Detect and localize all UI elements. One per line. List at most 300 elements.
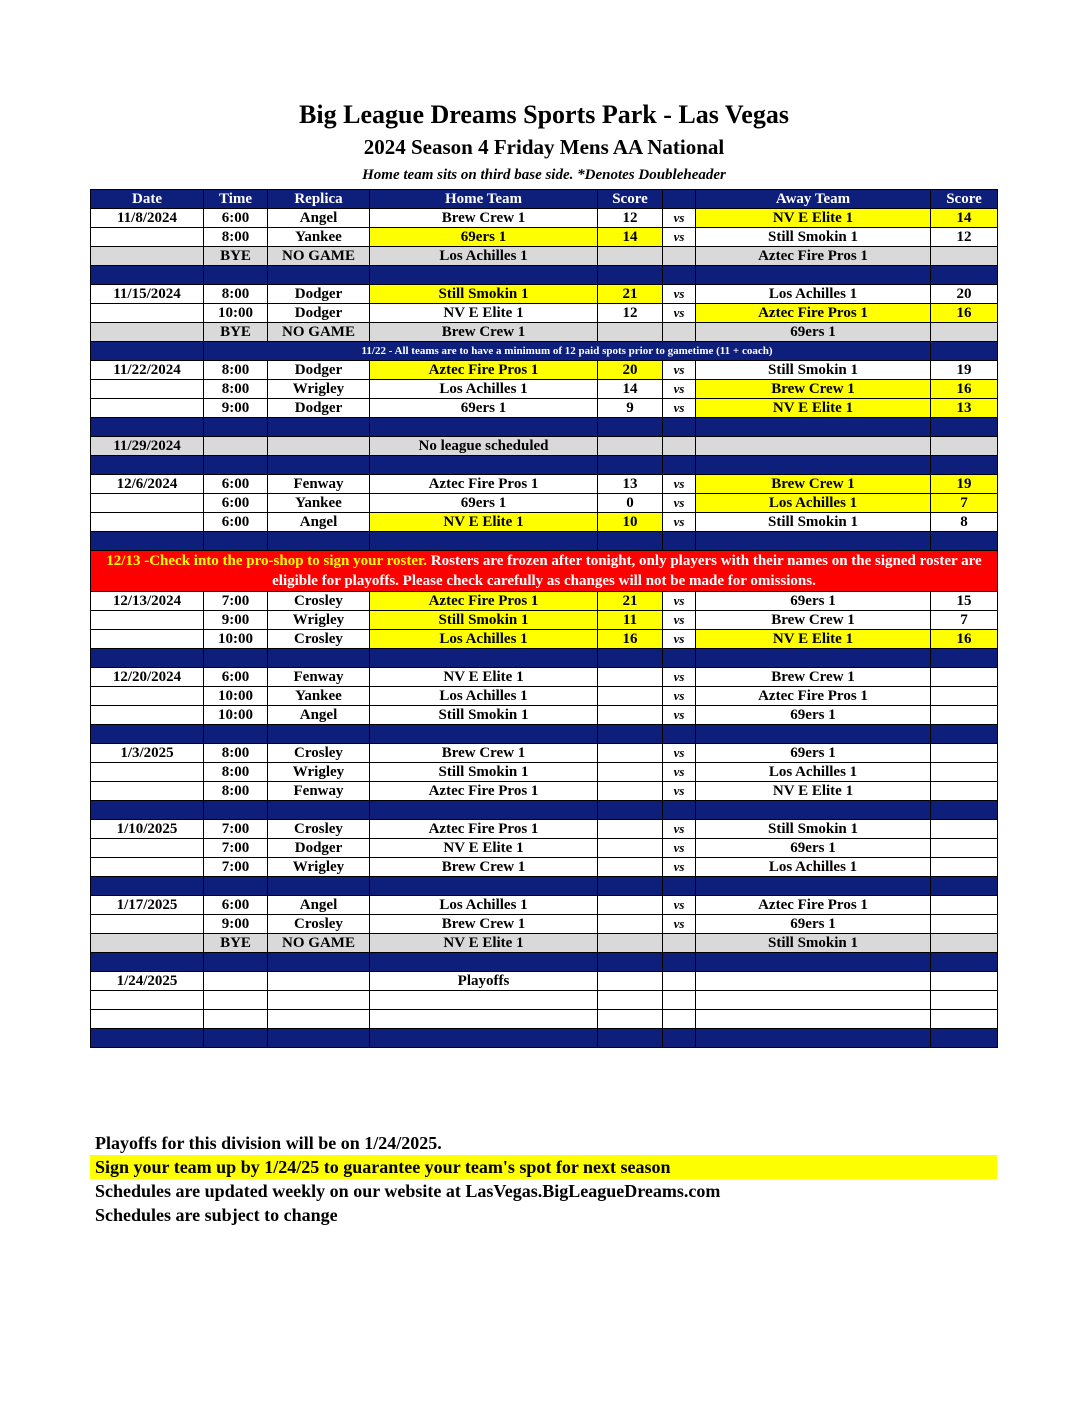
cell-replica: Dodger xyxy=(268,361,370,380)
cell-away-team: Los Achilles 1 xyxy=(696,763,931,782)
cell-vs: vs xyxy=(663,494,696,513)
cell-home-score: 0 xyxy=(598,494,663,513)
cell-replica: Yankee xyxy=(268,228,370,247)
separator-cell xyxy=(696,801,931,820)
separator-cell xyxy=(931,456,998,475)
separator-cell xyxy=(931,877,998,896)
game-row xyxy=(91,687,998,706)
cell-home-score xyxy=(598,915,663,934)
separator-cell xyxy=(204,725,268,744)
cell-replica: Wrigley xyxy=(268,858,370,877)
cell-replica: Crosley xyxy=(268,820,370,839)
change-note: Schedules are subject to change xyxy=(95,1205,338,1225)
announcement-spacer xyxy=(91,342,204,361)
cell-vs: vs xyxy=(663,209,696,228)
cell-replica: Angel xyxy=(268,706,370,725)
cell-away-score xyxy=(931,820,998,839)
cell-away-score xyxy=(931,437,998,456)
cell-time: 8:00 xyxy=(204,380,268,399)
cell-replica: NO GAME xyxy=(268,247,370,266)
cell-vs: vs xyxy=(663,228,696,247)
cell-home-team: Aztec Fire Pros 1 xyxy=(370,820,598,839)
cell-home-score xyxy=(598,782,663,801)
cell-away-team xyxy=(696,972,931,991)
cell-vs: vs xyxy=(663,475,696,494)
game-row xyxy=(91,858,998,877)
game-row xyxy=(91,782,998,801)
cell-time: 8:00 xyxy=(204,361,268,380)
cell-away-team: Still Smokin 1 xyxy=(696,228,931,247)
cell-away-score xyxy=(931,782,998,801)
separator-cell xyxy=(598,456,663,475)
separator-cell xyxy=(91,266,204,285)
week-separator-row xyxy=(91,953,998,972)
cell-replica: Angel xyxy=(268,209,370,228)
cell-date xyxy=(91,991,204,1010)
separator-cell xyxy=(696,649,931,668)
cell-replica: Crosley xyxy=(268,630,370,649)
separator-cell xyxy=(931,1029,998,1048)
cell-away-score: 16 xyxy=(931,380,998,399)
cell-home-team: Aztec Fire Pros 1 xyxy=(370,592,598,611)
cell-home-team: Los Achilles 1 xyxy=(370,247,598,266)
cell-vs: vs xyxy=(663,399,696,418)
cell-away-team: NV E Elite 1 xyxy=(696,399,931,418)
cell-away-team: Los Achilles 1 xyxy=(696,858,931,877)
cell-away-score xyxy=(931,706,998,725)
cell-vs: vs xyxy=(663,896,696,915)
cell-away-team: Aztec Fire Pros 1 xyxy=(696,687,931,706)
cell-time: 8:00 xyxy=(204,763,268,782)
column-header-away-team: Away Team xyxy=(696,190,931,209)
cell-date: 1/24/2025 xyxy=(91,972,204,991)
separator-cell xyxy=(268,456,370,475)
cell-time: 6:00 xyxy=(204,475,268,494)
separator-cell xyxy=(268,418,370,437)
cell-away-score xyxy=(931,1010,998,1029)
separator-cell xyxy=(268,266,370,285)
separator-cell xyxy=(931,649,998,668)
separator-cell xyxy=(91,456,204,475)
separator-cell xyxy=(598,877,663,896)
cell-replica xyxy=(268,437,370,456)
separator-cell xyxy=(268,953,370,972)
separator-cell xyxy=(696,532,931,551)
week-separator-row xyxy=(91,649,998,668)
cell-away-team xyxy=(696,437,931,456)
game-row xyxy=(91,228,998,247)
cell-away-score xyxy=(931,668,998,687)
roster-notice-text: Rosters are frozen after tonight, only players with their names on the signed roster are eligible for playoffs. Please check carefully as changes will not be made for omissions. xyxy=(272,553,982,589)
game-row xyxy=(91,763,998,782)
separator-cell xyxy=(370,456,598,475)
cell-vs: vs xyxy=(663,858,696,877)
cell-vs: vs xyxy=(663,285,696,304)
table-header-row xyxy=(91,190,998,209)
cell-time: BYE xyxy=(204,323,268,342)
separator-cell xyxy=(663,532,696,551)
separator-cell xyxy=(91,953,204,972)
cell-away-team: Still Smokin 1 xyxy=(696,934,931,953)
cell-date xyxy=(91,706,204,725)
cell-home-team: NV E Elite 1 xyxy=(370,839,598,858)
cell-away-score: 12 xyxy=(931,228,998,247)
cell-time: 6:00 xyxy=(204,494,268,513)
separator-cell xyxy=(663,649,696,668)
separator-cell xyxy=(696,456,931,475)
game-row xyxy=(91,513,998,532)
separator-cell xyxy=(268,725,370,744)
cell-home-score: 13 xyxy=(598,475,663,494)
cell-replica: Fenway xyxy=(268,782,370,801)
cell-replica: Crosley xyxy=(268,592,370,611)
cell-date xyxy=(91,839,204,858)
cell-home-team: No league scheduled xyxy=(370,437,598,456)
cell-vs xyxy=(663,991,696,1010)
cell-date: 11/22/2024 xyxy=(91,361,204,380)
cell-vs xyxy=(663,972,696,991)
cell-home-team: Brew Crew 1 xyxy=(370,858,598,877)
bye-row xyxy=(91,247,998,266)
cell-date xyxy=(91,228,204,247)
cell-time: 9:00 xyxy=(204,915,268,934)
cell-date xyxy=(91,247,204,266)
cell-date xyxy=(91,630,204,649)
cell-home-team: Brew Crew 1 xyxy=(370,323,598,342)
separator-cell xyxy=(91,801,204,820)
cell-home-team: Los Achilles 1 xyxy=(370,687,598,706)
cell-away-score xyxy=(931,744,998,763)
cell-date: 11/8/2024 xyxy=(91,209,204,228)
cell-time: 6:00 xyxy=(204,896,268,915)
cell-home-team: NV E Elite 1 xyxy=(370,304,598,323)
cell-time: 10:00 xyxy=(204,687,268,706)
cell-time: 8:00 xyxy=(204,744,268,763)
cell-replica: Fenway xyxy=(268,475,370,494)
cell-vs xyxy=(663,323,696,342)
cell-home-score: 12 xyxy=(598,209,663,228)
cell-home-team: Still Smokin 1 xyxy=(370,285,598,304)
cell-replica xyxy=(268,972,370,991)
cell-replica: Wrigley xyxy=(268,380,370,399)
separator-cell xyxy=(931,801,998,820)
separator-cell xyxy=(663,725,696,744)
cell-replica: Wrigley xyxy=(268,763,370,782)
separator-cell xyxy=(370,418,598,437)
cell-home-score: 21 xyxy=(598,285,663,304)
separator-cell xyxy=(268,877,370,896)
cell-away-team: 69ers 1 xyxy=(696,592,931,611)
page-title: Big League Dreams Sports Park - Las Vegas xyxy=(299,100,789,129)
separator-cell xyxy=(91,649,204,668)
cell-vs xyxy=(663,437,696,456)
separator-cell xyxy=(370,649,598,668)
cell-home-team: Brew Crew 1 xyxy=(370,209,598,228)
cell-replica: Wrigley xyxy=(268,611,370,630)
cell-home-score xyxy=(598,972,663,991)
footer-notes xyxy=(90,1131,997,1227)
separator-cell xyxy=(91,725,204,744)
cell-away-score: 8 xyxy=(931,513,998,532)
cell-away-team: 69ers 1 xyxy=(696,744,931,763)
cell-away-team: Los Achilles 1 xyxy=(696,494,931,513)
game-row xyxy=(91,361,998,380)
cell-home-team: Los Achilles 1 xyxy=(370,896,598,915)
separator-cell xyxy=(370,877,598,896)
separator-cell xyxy=(663,877,696,896)
signup-note: Sign your team up by 1/24/25 to guarantee your team's spot for next season xyxy=(90,1155,997,1179)
cell-home-team: 69ers 1 xyxy=(370,494,598,513)
separator-cell xyxy=(598,801,663,820)
cell-away-team: 69ers 1 xyxy=(696,323,931,342)
separator-cell xyxy=(663,1029,696,1048)
separator-cell xyxy=(91,532,204,551)
cell-date xyxy=(91,380,204,399)
cell-time: 6:00 xyxy=(204,668,268,687)
cell-home-score: 12 xyxy=(598,304,663,323)
cell-home-score: 14 xyxy=(598,380,663,399)
cell-date xyxy=(91,494,204,513)
cell-vs: vs xyxy=(663,592,696,611)
cell-date: 12/6/2024 xyxy=(91,475,204,494)
cell-time: 7:00 xyxy=(204,592,268,611)
game-row xyxy=(91,820,998,839)
cell-home-score xyxy=(598,858,663,877)
cell-home-team: Playoffs xyxy=(370,972,598,991)
cell-away-team: Aztec Fire Pros 1 xyxy=(696,304,931,323)
cell-away-team: 69ers 1 xyxy=(696,915,931,934)
game-row xyxy=(91,744,998,763)
column-header-date: Date xyxy=(91,190,204,209)
roster-notice-highlight: 12/13 -Check into the pro-shop to sign your roster. xyxy=(106,553,428,569)
cell-time: 9:00 xyxy=(204,611,268,630)
cell-home-team: Brew Crew 1 xyxy=(370,915,598,934)
cell-time: BYE xyxy=(204,934,268,953)
cell-home-score xyxy=(598,1010,663,1029)
game-row xyxy=(91,380,998,399)
week-separator-row xyxy=(91,801,998,820)
cell-home-score xyxy=(598,896,663,915)
cell-away-score xyxy=(931,934,998,953)
separator-cell xyxy=(663,801,696,820)
cell-away-score xyxy=(931,972,998,991)
cell-time: 10:00 xyxy=(204,630,268,649)
cell-home-team: Aztec Fire Pros 1 xyxy=(370,475,598,494)
bye-row xyxy=(91,934,998,953)
cell-away-score: 19 xyxy=(931,361,998,380)
cell-replica: Yankee xyxy=(268,494,370,513)
cell-date: 1/10/2025 xyxy=(91,820,204,839)
cell-replica: Dodger xyxy=(268,304,370,323)
cell-away-score: 16 xyxy=(931,630,998,649)
separator-cell xyxy=(663,266,696,285)
cell-away-team: Brew Crew 1 xyxy=(696,611,931,630)
cell-away-score xyxy=(931,839,998,858)
separator-cell xyxy=(204,877,268,896)
cell-away-team: Still Smokin 1 xyxy=(696,513,931,532)
game-row xyxy=(91,668,998,687)
cell-date: 1/3/2025 xyxy=(91,744,204,763)
cell-home-score xyxy=(598,706,663,725)
cell-time: 8:00 xyxy=(204,285,268,304)
week-separator-row xyxy=(91,877,998,896)
cell-away-team: Still Smokin 1 xyxy=(696,820,931,839)
separator-cell xyxy=(598,266,663,285)
cell-home-score: 10 xyxy=(598,513,663,532)
week-separator-row xyxy=(91,266,998,285)
game-row xyxy=(91,630,998,649)
separator-cell xyxy=(598,725,663,744)
cell-away-score: 19 xyxy=(931,475,998,494)
cell-away-team: NV E Elite 1 xyxy=(696,209,931,228)
cell-vs: vs xyxy=(663,763,696,782)
cell-date xyxy=(91,611,204,630)
cell-replica xyxy=(268,991,370,1010)
cell-away-score: 13 xyxy=(931,399,998,418)
separator-cell xyxy=(268,649,370,668)
cell-home-score: 16 xyxy=(598,630,663,649)
separator-cell xyxy=(268,532,370,551)
game-row xyxy=(91,399,998,418)
cell-away-score: 7 xyxy=(931,611,998,630)
game-row xyxy=(91,592,998,611)
cell-time xyxy=(204,437,268,456)
game-row xyxy=(91,1010,998,1029)
separator-cell xyxy=(370,953,598,972)
separator-cell xyxy=(598,1029,663,1048)
cell-away-team: Still Smokin 1 xyxy=(696,361,931,380)
column-header-vs xyxy=(663,190,696,209)
cell-replica: Dodger xyxy=(268,399,370,418)
cell-away-score xyxy=(931,687,998,706)
cell-away-team: Aztec Fire Pros 1 xyxy=(696,247,931,266)
cell-time: 6:00 xyxy=(204,513,268,532)
page-subtitle: 2024 Season 4 Friday Mens AA National xyxy=(363,135,725,159)
cell-vs: vs xyxy=(663,380,696,399)
separator-cell xyxy=(696,418,931,437)
separator-cell xyxy=(696,953,931,972)
separator-cell xyxy=(204,266,268,285)
cell-away-score xyxy=(931,247,998,266)
cell-date xyxy=(91,782,204,801)
cell-away-team xyxy=(696,991,931,1010)
separator-cell xyxy=(598,532,663,551)
cell-home-team: NV E Elite 1 xyxy=(370,513,598,532)
cell-time: 6:00 xyxy=(204,209,268,228)
cell-home-team: NV E Elite 1 xyxy=(370,934,598,953)
separator-cell xyxy=(370,801,598,820)
separator-cell xyxy=(370,1029,598,1048)
cell-home-score: 9 xyxy=(598,399,663,418)
cell-away-score: 15 xyxy=(931,592,998,611)
cell-date xyxy=(91,687,204,706)
cell-date: 1/17/2025 xyxy=(91,896,204,915)
week-separator-row xyxy=(91,725,998,744)
cell-vs xyxy=(663,1010,696,1029)
cell-time: 7:00 xyxy=(204,858,268,877)
cell-vs: vs xyxy=(663,915,696,934)
column-header-home-score: Score xyxy=(598,190,663,209)
cell-time xyxy=(204,972,268,991)
bye-row xyxy=(91,323,998,342)
cell-vs: vs xyxy=(663,820,696,839)
cell-home-score: 11 xyxy=(598,611,663,630)
cell-time: 7:00 xyxy=(204,820,268,839)
game-row xyxy=(91,839,998,858)
cell-vs: vs xyxy=(663,630,696,649)
cell-vs: vs xyxy=(663,782,696,801)
column-header-home-team: Home Team xyxy=(370,190,598,209)
cell-home-score xyxy=(598,247,663,266)
cell-date xyxy=(91,763,204,782)
cell-home-score xyxy=(598,763,663,782)
cell-home-team: 69ers 1 xyxy=(370,399,598,418)
cell-vs: vs xyxy=(663,361,696,380)
cell-vs: vs xyxy=(663,744,696,763)
cell-away-team: Brew Crew 1 xyxy=(696,668,931,687)
cell-date: 11/29/2024 xyxy=(91,437,204,456)
cell-time xyxy=(204,1010,268,1029)
cell-date xyxy=(91,323,204,342)
column-header-away-score: Score xyxy=(931,190,998,209)
cell-home-score xyxy=(598,744,663,763)
cell-time: 8:00 xyxy=(204,228,268,247)
cell-home-team: Brew Crew 1 xyxy=(370,744,598,763)
cell-replica: NO GAME xyxy=(268,934,370,953)
separator-cell xyxy=(696,266,931,285)
separator-cell xyxy=(598,953,663,972)
roster-notice xyxy=(91,551,998,592)
separator-cell xyxy=(370,725,598,744)
game-row xyxy=(91,285,998,304)
cell-away-team: NV E Elite 1 xyxy=(696,782,931,801)
schedule-table xyxy=(90,189,998,1048)
cell-time: BYE xyxy=(204,247,268,266)
game-row xyxy=(91,706,998,725)
cell-date xyxy=(91,1010,204,1029)
cell-home-score xyxy=(598,687,663,706)
cell-date: 12/20/2024 xyxy=(91,668,204,687)
website-note: Schedules are updated weekly on our website at LasVegas.BigLeagueDreams.com xyxy=(95,1181,721,1201)
separator-cell xyxy=(598,649,663,668)
separator-cell xyxy=(268,1029,370,1048)
cell-replica: Fenway xyxy=(268,668,370,687)
separator-cell xyxy=(696,877,931,896)
bye-row xyxy=(91,437,998,456)
cell-replica: Crosley xyxy=(268,744,370,763)
cell-away-score xyxy=(931,896,998,915)
game-row xyxy=(91,304,998,323)
cell-home-team: Los Achilles 1 xyxy=(370,630,598,649)
cell-away-team: NV E Elite 1 xyxy=(696,630,931,649)
cell-home-score: 20 xyxy=(598,361,663,380)
cell-away-team: Los Achilles 1 xyxy=(696,285,931,304)
cell-away-team: Brew Crew 1 xyxy=(696,475,931,494)
cell-time: 8:00 xyxy=(204,782,268,801)
roster-notice-row xyxy=(91,551,998,592)
cell-vs: vs xyxy=(663,706,696,725)
column-header-replica: Replica xyxy=(268,190,370,209)
cell-home-team xyxy=(370,1010,598,1029)
cell-home-score: 21 xyxy=(598,592,663,611)
cell-replica: Dodger xyxy=(268,839,370,858)
cell-home-team: Still Smokin 1 xyxy=(370,763,598,782)
cell-home-score xyxy=(598,820,663,839)
cell-home-team: Aztec Fire Pros 1 xyxy=(370,361,598,380)
separator-cell xyxy=(663,418,696,437)
cell-away-team: Aztec Fire Pros 1 xyxy=(696,896,931,915)
cell-away-score xyxy=(931,323,998,342)
